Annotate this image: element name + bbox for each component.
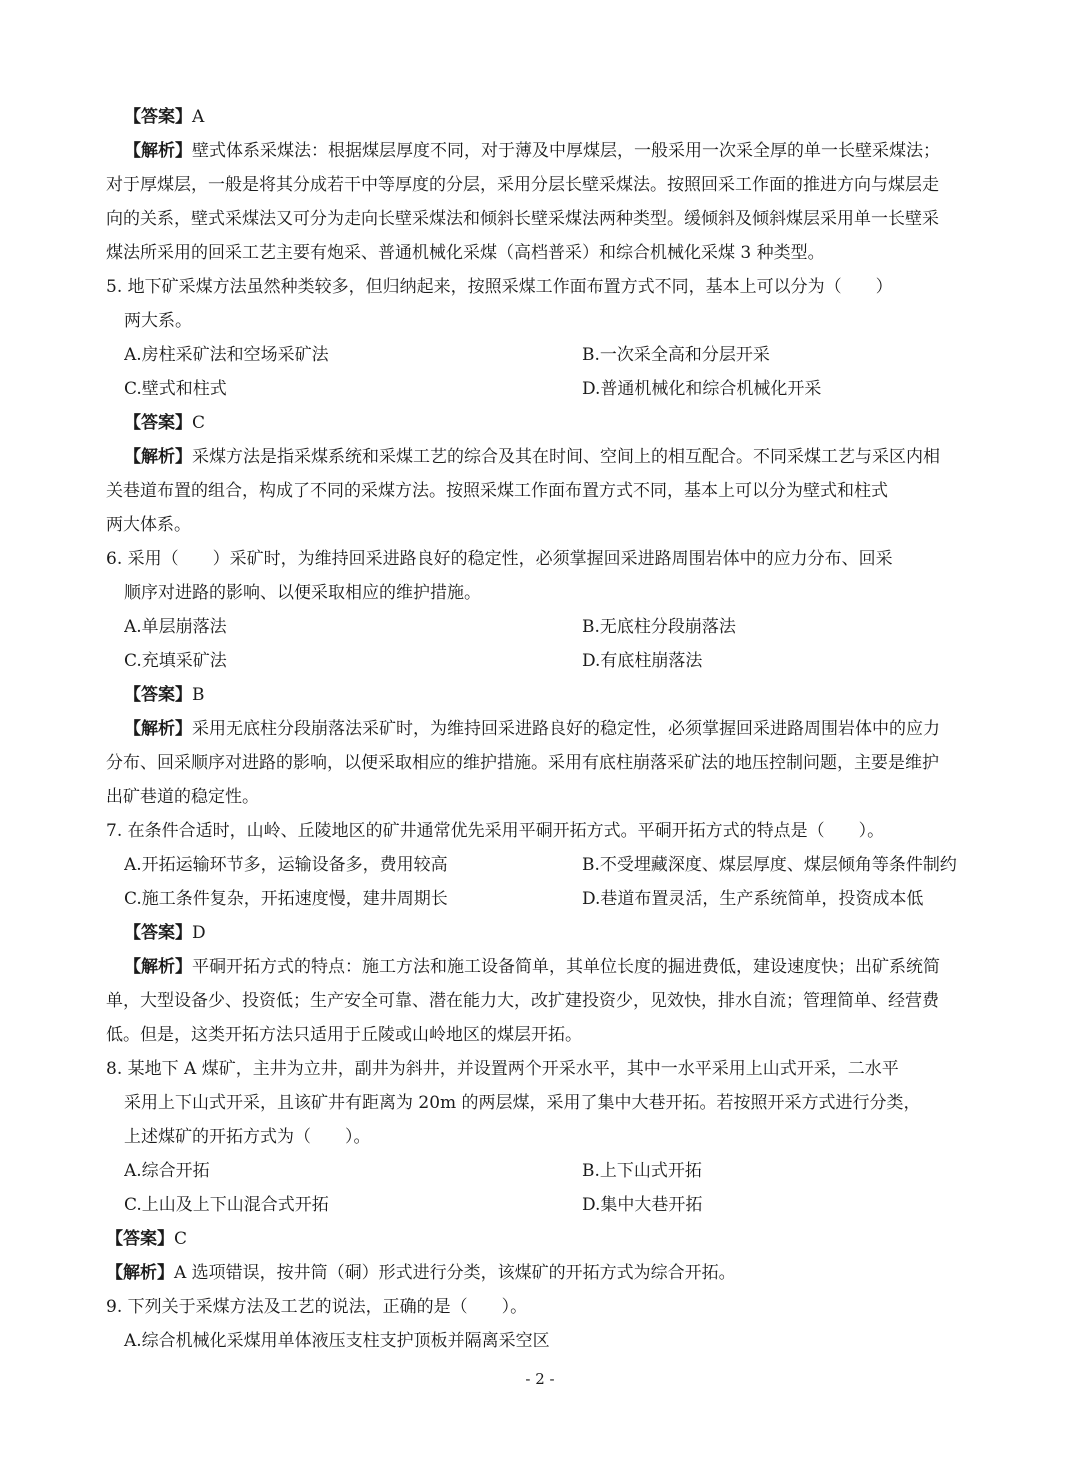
answer-value: B <box>192 685 205 705</box>
answer-tag: 【答案】 <box>124 685 192 705</box>
answer-value: C <box>192 413 206 433</box>
analysis-line <box>106 440 980 474</box>
option-d: D.巷道布置灵活，生产系统简单，投资成本低 <box>582 889 924 909</box>
option-c: C.充填采矿法 <box>124 651 227 671</box>
analysis-text: A 选项错误，按井筒（硐）形式进行分类，该煤矿的开拓方式为综合开拓。 <box>174 1263 736 1283</box>
analysis-line <box>106 950 980 984</box>
answer-line <box>106 1222 980 1256</box>
option-list <box>106 848 980 916</box>
analysis-text: 向的关系，壁式采煤法又可分为走向长壁采煤法和倾斜长壁采煤法两种类型。缓倾斜及倾斜煤层采用单一长壁采 <box>106 209 939 229</box>
answer-value: D <box>192 923 206 943</box>
answer-line <box>106 406 980 440</box>
option-c: C.上山及上下山混合式开拓 <box>124 1195 329 1215</box>
answer-tag: 【答案】 <box>124 413 192 433</box>
analysis-text: 煤法所采用的回采工艺主要有炮采、普通机械化采煤（高档普采）和综合机械化采煤 3 种类型。 <box>106 243 825 263</box>
option-b: B.一次采全高和分层开采 <box>582 345 770 365</box>
analysis-text: 采用无底柱分段崩落法采矿时，为维持回采进路良好的稳定性，必须掌握回采进路周围岩体中的应力 <box>192 719 940 739</box>
question-stem: 9. 下列关于采煤方法及工艺的说法，正确的是（ ）。 <box>106 1297 528 1317</box>
answer-value: C <box>174 1229 188 1249</box>
analysis-text: 对于厚煤层，一般是将其分成若干中等厚度的分层，采用分层长壁采煤法。按照回采工作面的推进方向与煤层走 <box>106 175 939 195</box>
question-stem: 顺序对进路的影响、以便采取相应的维护措施。 <box>124 583 481 603</box>
analysis-text: 两大体系。 <box>106 515 191 535</box>
analysis-text: 壁式体系采煤法：根据煤层厚度不同，对于薄及中厚煤层，一般采用一次采全厚的单一长壁采煤法； <box>192 141 940 161</box>
analysis-text: 采煤方法是指采煤系统和采煤工艺的综合及其在时间、空间上的相互配合。不同采煤工艺与采区内相 <box>192 447 940 467</box>
answer-value: A <box>192 107 205 127</box>
answer-tag: 【答案】 <box>124 107 192 127</box>
answer-line <box>106 916 980 950</box>
answer-tag: 【答案】 <box>106 1229 174 1249</box>
analysis-text: 关巷道布置的组合，构成了不同的采煤方法。按照采煤工作面布置方式不同，基本上可以分为壁式和柱式 <box>106 481 888 501</box>
question-stem: 5. 地下矿采煤方法虽然种类较多，但归纳起来，按照采煤工作面布置方式不同，基本上可以分为（ ） <box>106 277 893 297</box>
analysis-tag: 【解析】 <box>124 447 192 467</box>
question-stem: 6. 采用（ ）采矿时，为维持回采进路良好的稳定性，必须掌握回采进路周围岩体中的应力分布、回采 <box>106 549 893 569</box>
option-list <box>106 1154 980 1222</box>
option-a: A.综合开拓 <box>124 1161 210 1181</box>
option-d: D.集中大巷开拓 <box>582 1195 703 1215</box>
analysis-text: 单，大型设备少、投资低；生产安全可靠、潜在能力大，改扩建投资少，见效快，排水自流；管理简单、经营费 <box>106 991 939 1011</box>
question-stem: 7. 在条件合适时，山岭、丘陵地区的矿井通常优先采用平硐开拓方式。平硐开拓方式的特点是（ ）。 <box>106 821 885 841</box>
option-a: A.房柱采矿法和空场采矿法 <box>124 345 329 365</box>
question-6 <box>106 542 980 814</box>
option-d: D.有底柱崩落法 <box>582 651 703 671</box>
option-list <box>106 338 980 406</box>
analysis-text: 低。但是，这类开拓方法只适用于丘陵或山岭地区的煤层开拓。 <box>106 1025 582 1045</box>
analysis-text: 分布、回采顺序对进路的影响，以便采取相应的维护措施。采用有底柱崩落采矿法的地压控制问题，主要是维护 <box>106 753 939 773</box>
option-b: B.不受埋藏深度、煤层厚度、煤层倾角等条件制约 <box>582 855 957 875</box>
analysis-line <box>106 134 980 168</box>
option-list <box>106 610 980 678</box>
question-8 <box>106 1052 980 1290</box>
analysis-tag: 【解析】 <box>124 719 192 739</box>
question-stem: 上述煤矿的开拓方式为（ ）。 <box>124 1127 371 1147</box>
option-c: C.壁式和柱式 <box>124 379 227 399</box>
question-stem: 8. 某地下 A 煤矿，主井为立井，副井为斜井，并设置两个开采水平，其中一水平采用上山式开采，二水平 <box>106 1059 899 1079</box>
option-d: D.普通机械化和综合机械化开采 <box>582 379 822 399</box>
analysis-line <box>106 1256 980 1290</box>
analysis-text: 平硐开拓方式的特点：施工方法和施工设备简单，其单位长度的掘进费低，建设速度快；出矿系统简 <box>192 957 940 977</box>
question-stem: 采用上下山式开采，且该矿井有距离为 20m 的两层煤，采用了集中大巷开拓。若按照开采方式进行分类， <box>124 1093 921 1113</box>
analysis-tag: 【解析】 <box>106 1263 174 1283</box>
question-5 <box>106 270 980 542</box>
question-7 <box>106 814 980 1052</box>
option-a: A.单层崩落法 <box>124 617 227 637</box>
page-number: - 2 - <box>525 1370 555 1388</box>
option-b: B.上下山式开拓 <box>582 1161 702 1181</box>
answer-line <box>106 678 980 712</box>
question-9 <box>106 1290 980 1358</box>
option-a: A.开拓运输环节多，运输设备多，费用较高 <box>124 855 448 875</box>
option-c: C.施工条件复杂，开拓速度慢，建井周期长 <box>124 889 448 909</box>
answer-line <box>106 100 980 134</box>
question-stem: 两大系。 <box>124 311 192 331</box>
analysis-text: 出矿巷道的稳定性。 <box>106 787 259 807</box>
option-b: B.无底柱分段崩落法 <box>582 617 736 637</box>
analysis-line <box>106 712 980 746</box>
analysis-tag: 【解析】 <box>124 957 192 977</box>
answer-tag: 【答案】 <box>124 923 192 943</box>
analysis-tag: 【解析】 <box>124 141 192 161</box>
option-a: A.综合机械化采煤用单体液压支柱支护顶板并隔离采空区 <box>124 1331 550 1351</box>
